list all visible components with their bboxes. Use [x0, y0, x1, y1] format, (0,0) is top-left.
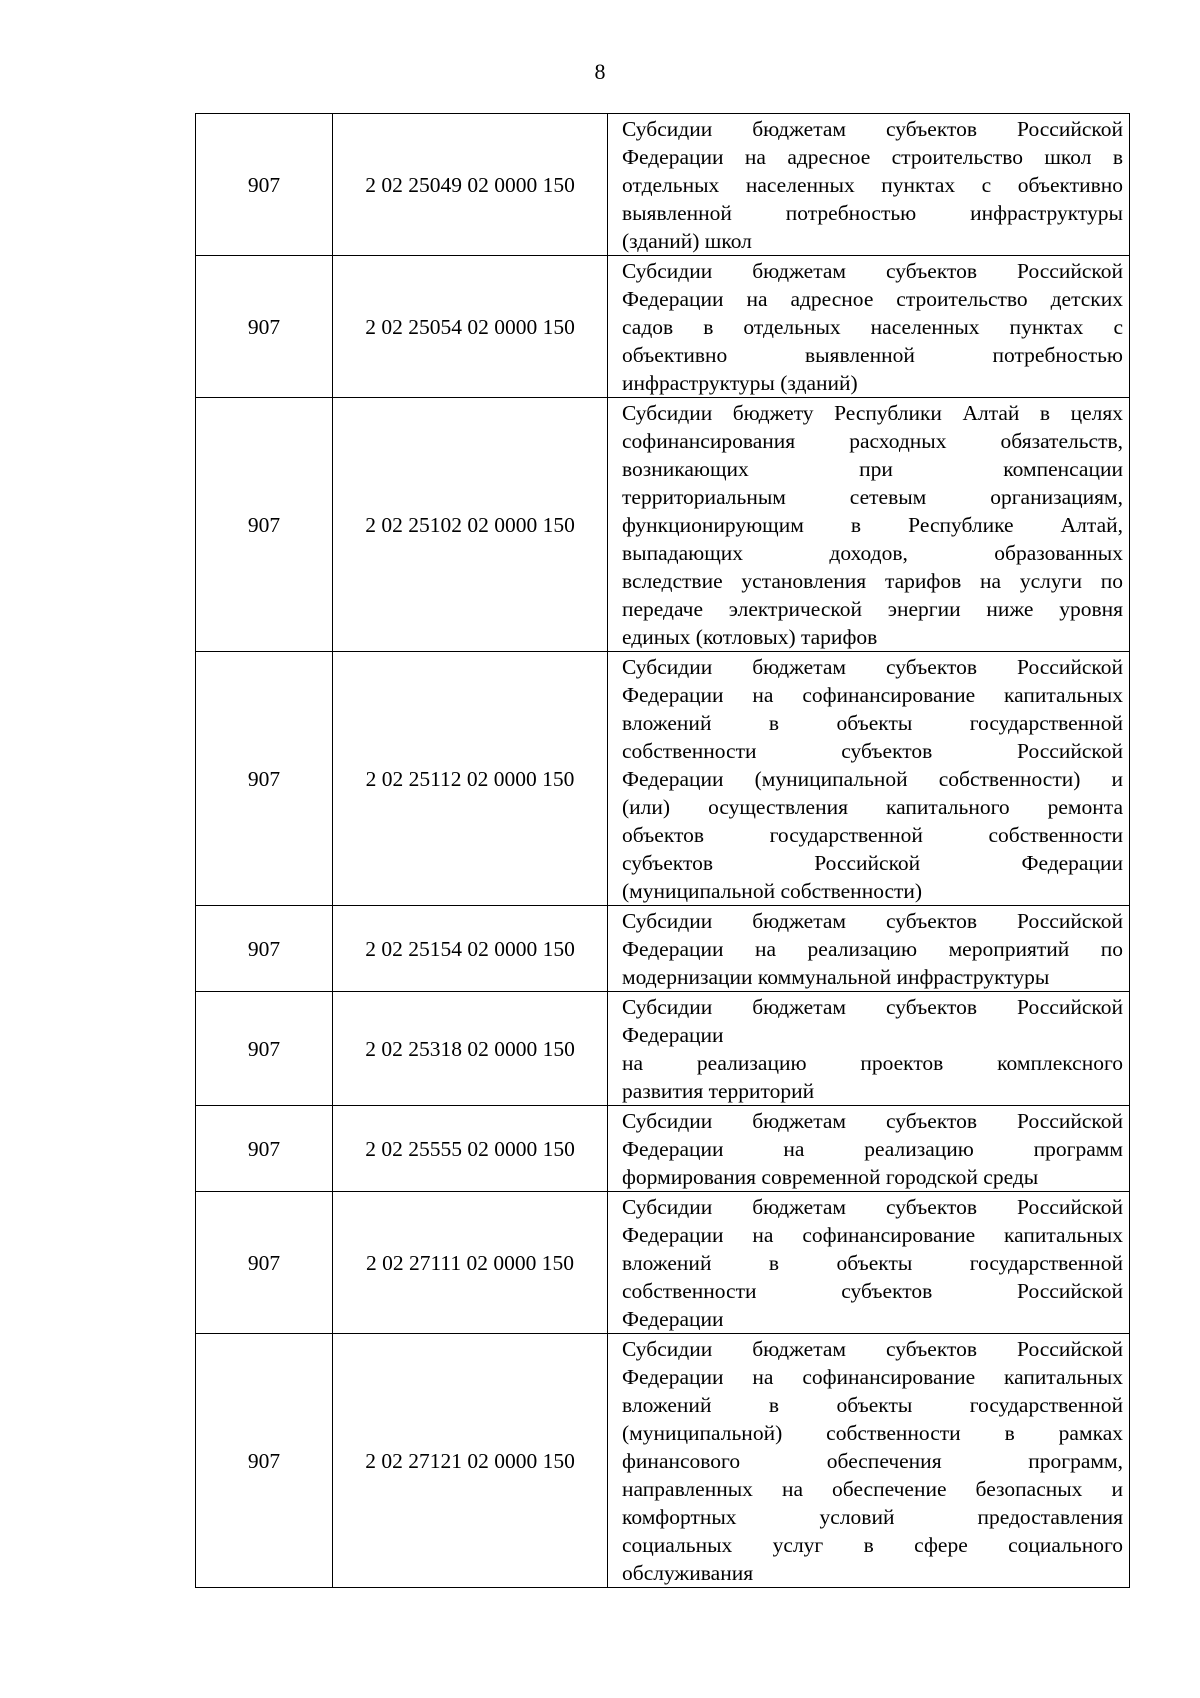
revenue-description-cell	[608, 398, 1130, 652]
description-line: Федерации на софинансирование капитальных	[622, 1223, 1123, 1247]
table-row	[196, 256, 1130, 398]
description-line: собственности субъектов Российской	[622, 739, 1123, 763]
table-row	[196, 1334, 1130, 1588]
admin-code-cell: 907	[196, 398, 333, 652]
admin-code-cell: 907	[196, 992, 333, 1106]
admin-code-cell: 907	[196, 1192, 333, 1334]
table-row	[196, 906, 1130, 992]
description-line: объективно выявленной потребностью	[622, 343, 1123, 367]
description-line: Федерации на софинансирование капитальных	[622, 1365, 1123, 1389]
revenue-description-cell	[608, 1192, 1130, 1334]
revenue-description-cell	[608, 114, 1130, 256]
description-line: вложений в объекты государственной	[622, 1393, 1123, 1417]
description-line: вложений в объекты государственной	[622, 711, 1123, 735]
budget-classification-code-cell: 2 02 25318 02 0000 150	[333, 992, 608, 1106]
description-line: формирования современной городской среды	[622, 1165, 1039, 1189]
description-line: Субсидии бюджетам субъектов Российской	[622, 117, 1123, 141]
description-line: Субсидии бюджетам субъектов Российской	[622, 655, 1123, 679]
description-line: единых (котловых) тарифов	[622, 625, 878, 649]
admin-code-cell: 907	[196, 906, 333, 992]
description-line: направленных на обеспечение безопасных и	[622, 1477, 1123, 1501]
description-line: Федерации (муниципальной собственности) и	[622, 767, 1123, 791]
table-row	[196, 992, 1130, 1106]
description-line: модернизации коммунальной инфраструктуры	[622, 965, 1050, 989]
description-line: финансового обеспечения программ,	[622, 1449, 1123, 1473]
revenue-description-cell	[608, 906, 1130, 992]
description-line: Субсидии бюджетам субъектов Российской	[622, 995, 1123, 1019]
table-row	[196, 114, 1130, 256]
description-line: возникающих при компенсации	[622, 457, 1123, 481]
description-line: Федерации на адресное строительство детских	[622, 287, 1123, 311]
budget-classification-code-cell: 2 02 27121 02 0000 150	[333, 1334, 608, 1588]
description-line: Субсидии бюджетам субъектов Российской	[622, 1337, 1123, 1361]
budget-classification-code-cell: 2 02 25154 02 0000 150	[333, 906, 608, 992]
admin-code-cell: 907	[196, 114, 333, 256]
budget-codes-table	[195, 113, 1130, 1588]
description-line: собственности субъектов Российской	[622, 1279, 1123, 1303]
description-line: (зданий) школ	[622, 229, 752, 253]
revenue-description-cell	[608, 256, 1130, 398]
budget-classification-code-cell: 2 02 25112 02 0000 150	[333, 652, 608, 906]
description-line: Субсидии бюджетам субъектов Российской	[622, 1195, 1123, 1219]
table-row	[196, 652, 1130, 906]
description-line: территориальным сетевым организациям,	[622, 485, 1123, 509]
description-line: Субсидии бюджетам субъектов Российской	[622, 259, 1123, 283]
table-row	[196, 1192, 1130, 1334]
description-line: (муниципальной) собственности в рамках	[622, 1421, 1123, 1445]
description-line: выявленной потребностью инфраструктуры	[622, 201, 1123, 225]
admin-code-cell: 907	[196, 1106, 333, 1192]
budget-classification-code-cell: 2 02 25555 02 0000 150	[333, 1106, 608, 1192]
description-line: Субсидии бюджетам субъектов Российской	[622, 909, 1123, 933]
budget-classification-code-cell: 2 02 25102 02 0000 150	[333, 398, 608, 652]
description-line: Федерации на реализацию мероприятий по	[622, 937, 1123, 961]
description-line: вложений в объекты государственной	[622, 1251, 1123, 1275]
description-line: Субсидии бюджетам субъектов Российской	[622, 1109, 1123, 1133]
revenue-description-cell	[608, 1106, 1130, 1192]
revenue-description-cell	[608, 992, 1130, 1106]
budget-classification-code-cell: 2 02 27111 02 0000 150	[333, 1192, 608, 1334]
description-line: комфортных условий предоставления	[622, 1505, 1123, 1529]
description-line: Федерации на софинансирование капитальных	[622, 683, 1123, 707]
admin-code-cell: 907	[196, 256, 333, 398]
description-line: субъектов Российской Федерации	[622, 851, 1123, 875]
description-line: Федерации на адресное строительство школ в	[622, 145, 1123, 169]
description-line: Субсидии бюджету Республики Алтай в целях	[622, 401, 1123, 425]
description-line: Федерации	[622, 1307, 724, 1331]
description-line: Федерации	[622, 1023, 724, 1047]
description-line: функционирующим в Республике Алтай,	[622, 513, 1123, 537]
description-line: на реализацию проектов комплексного	[622, 1051, 1123, 1075]
description-line: объектов государственной собственности	[622, 823, 1123, 847]
revenue-description-cell	[608, 652, 1130, 906]
admin-code-cell: 907	[196, 1334, 333, 1588]
table-body	[196, 114, 1130, 1588]
page-number: 8	[594, 59, 606, 84]
description-line: (или) осуществления капитального ремонта	[622, 795, 1123, 819]
description-line: выпадающих доходов, образованных	[622, 541, 1123, 565]
table-row	[196, 398, 1130, 652]
description-line: отдельных населенных пунктах с объективно	[622, 173, 1123, 197]
description-line: передаче электрической энергии ниже уровня	[622, 597, 1123, 621]
table-row	[196, 1106, 1130, 1192]
description-line: (муниципальной собственности)	[622, 879, 923, 903]
description-line: инфраструктуры (зданий)	[622, 371, 858, 395]
description-line: обслуживания	[622, 1561, 754, 1585]
description-line: софинансирования расходных обязательств,	[622, 429, 1123, 453]
description-line: садов в отдельных населенных пунктах с	[622, 315, 1123, 339]
budget-classification-code-cell: 2 02 25049 02 0000 150	[333, 114, 608, 256]
revenue-description-cell	[608, 1334, 1130, 1588]
admin-code-cell: 907	[196, 652, 333, 906]
description-line: социальных услуг в сфере социального	[622, 1533, 1123, 1557]
description-line: Федерации на реализацию программ	[622, 1137, 1123, 1161]
description-line: развития территорий	[622, 1079, 815, 1103]
description-line: вследствие установления тарифов на услуги по	[622, 569, 1123, 593]
budget-classification-code-cell: 2 02 25054 02 0000 150	[333, 256, 608, 398]
